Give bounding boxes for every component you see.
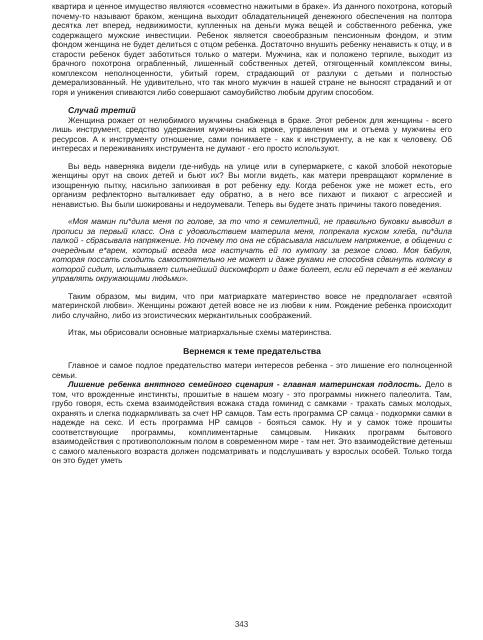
page-number: 343 [234,620,249,629]
section-heading: Вернемся к теме предательства [183,345,321,356]
paragraph-summary: Итак, мы обрисовали основные матриархальные схемы материнства. [68,328,332,337]
paragraph-intro: квартира и ценное имущество являются «совместно нажитыми в браке». Из данного похотрона, который почему-то называют браком, женщина выходит обладательницей денежного обеспечения на полтора десятка лет вперед, недвижимости, купленных на деньги мужа вещей и собственного ребенка, уже содержащего мужские инвестиции. Ребенок является своеобразным пенсионным фондом, и этим фондом женщина не будет делиться с отцом ребенка. Достаточно внушить ребенку ненависть к отцу, и в старости ребенок будет заботиться только о матери. Мужчина, как и положено терпиле, выходит из брачного похотрона ограбленный, лишенный собственных детей, отягощенный комплексом вины, комплексом неполноценности, убитый горем, страдающий от разлуки с детьми и полностью демерализованный. Не удивительно, что так много мужчин в нашей стране не выносят страданий и от горя и унижения спиваются либо совершают самоубийство любым другим способом. [52,2,452,97]
paragraph-supermarket: Вы ведь наверняка видели где-нибудь на улице или в супермаркете, с какой злобой некоторые женщины орут на своих детей и бьют их? Вы могли видеть, как матери превращают кормление в изощренную пытку, насильно запихивая в рот ребенку еду. Когда ребенок уже не может есть, его организм рефлекторно выталкивает еду обратно, а в него все пихают и пихают с агрессией и ненавистью. Вы были шокированы и недоумевали. Теперь вы будете знать причины такого поведения. [52,161,452,209]
quote-block: «Моя мамин пи*дила меня по голове, за то что я семилетний, не правильно буковки выводил в прописи за первый класс. Она с удовольствием материла меня, попрекала куском хлеба, пи*дила палкой - сбрасывала напряжение. Но почему то она не сбрасывала насилием напряжение, в общении с очередным е*арем, который всегда мог настучать ей по кумполу за резкое слово. Моя бабуля, которая поссать сходить самостоятельно не может и даже руками не способна сдвинуть коляску в которой сидит, испытывает сильнейший дискомфорт и даже болеет, если ей перечат в её желании управлять окружающими людьми». [52,217,452,283]
paragraph-conclusion: Таким образом, мы видим, что при матриархате материнство вовсе не предполагает «святой материнской любви». Женщины рожают детей вовсе не из любви к ним. Рождение ребенка происходит либо случайно, либо из эгоистических меркантильных соображений. [52,291,452,320]
paragraph-final-emphasis: Лишение ребенка внятного семейного сценария - главная материнская подлость. [68,380,422,389]
paragraph-final [52,380,452,466]
paragraph-betrayal: Главное и самое подлое предательство матери интересов ребенка - это лишение его полноценной семьи. [52,361,452,380]
subheading-case-three: Случай третий [68,105,136,115]
paragraph-case-three: Женщина рожает от нелюбимого мужчины снабженца в браке. Этот ребенок для женщины - всего лишь инструмент, средство удержания мужчины на крюке, управления им и отъема у мужчины его ресурсов. А к инструменту отношение, сами понимаете - как к инструменту, а не как к человеку. Об интересах и переживаниях инструмента не думают - его просто используют. [52,115,452,153]
page-content [52,2,452,466]
paragraph-final-text: Дело в том, что врожденные инстинкты, прошитые в нашем мозгу - это программы нижнего палеолита. Там, грубо говоря, есть схема взаимодействия вожака стада гоминид с самками - трахать самых молодых, охранять и слегка подкармливать за счет НР самцов. Там есть программа СР самца - подкормки самки в надежде на секс. И есть программа НР самцов - бояться самок. Ну и у самок тоже прошиты соответствующие программы, комплиментарные самцовым. Никаких программ бытового взаимодействия с противоположным полом в современном мире - там нет. Это взаимодействие детеныш с самого маленького возраста должен подсматривать и подслушивать у взрослых особей. Только тогда он это будет уметь [52,380,452,465]
